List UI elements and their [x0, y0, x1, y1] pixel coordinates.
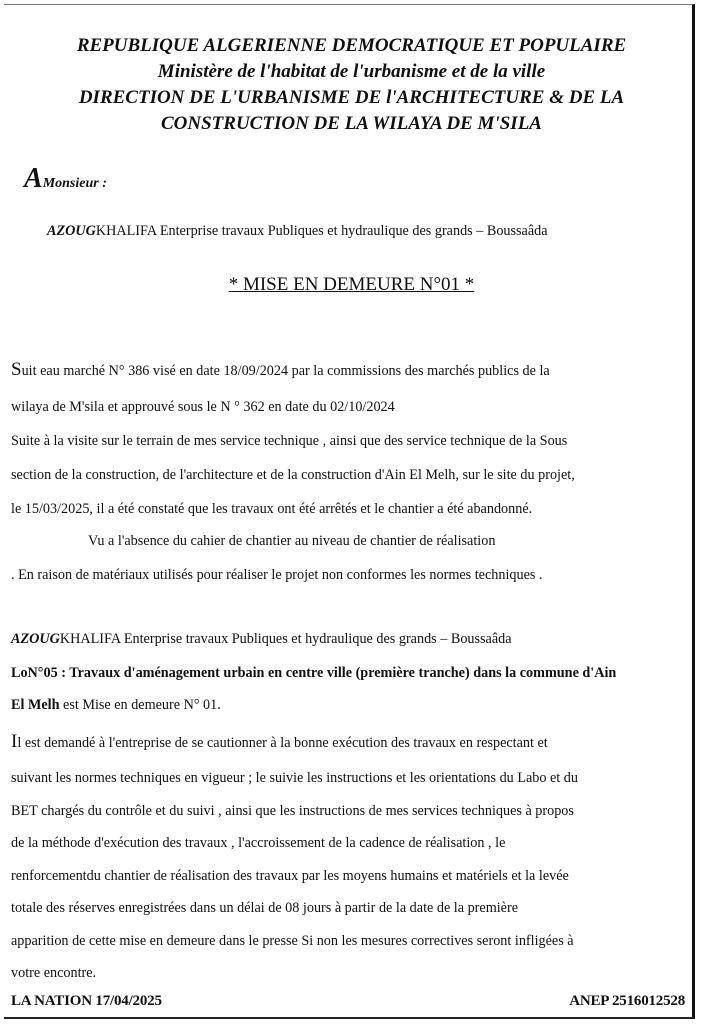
body-line: renforcementdu chantier de réalisation des travaux par les moyens humains et matériels et la levée [11, 868, 569, 884]
addressee-company: KHALIFA Enterprise travaux Publiques et hydraulique des grands – Boussaâda [95, 223, 548, 239]
body-text: l est demandé à l'entreprise de se cautionner à la bonne exécution des travaux en respectant et [17, 735, 548, 751]
contractor-company: KHALIFA Enterprise travaux Publiques et hydraulique des grands – Boussaâda [59, 631, 512, 647]
body-line: Suite à la visite sur le terrain de mes service technique , ainsi que des service technique de la Sous [11, 433, 568, 449]
body-text: uit eau marché N° 386 visé en date 18/09/2024 par la commissions des marchés publics de la [21, 363, 550, 379]
notice-title-text: * MISE EN DEMEURE N°01 * [228, 274, 475, 295]
addressee-line [47, 222, 548, 240]
drop-cap: I [11, 731, 18, 752]
lot-location: El Melh [11, 697, 60, 713]
salutation [24, 163, 107, 195]
addressee-name: AZOUG [47, 223, 96, 239]
body-line: suivant les normes techniques en vigueur ; le suivie les instructions et les orientations du Labo et du [11, 770, 578, 786]
header-direction: DIRECTION DE L'URBANISME DE l'ARCHITECTURE & DE LA [78, 87, 625, 108]
body-line: totale des réserves enregistrées dans un délai de 08 jours à partir de la date de la première [11, 900, 518, 916]
lot-line [11, 696, 221, 714]
header-wilaya: CONSTRUCTION DE LA WILAYA DE M'SILA [161, 113, 542, 134]
salutation-initial: A [24, 163, 43, 194]
body-line: le 15/03/2025, il a été constaté que les travaux ont été arrêtés et le chantier a été abandonné. [11, 501, 533, 517]
header-republic: REPUBLIQUE ALGERIENNE DEMOCRATIQUE ET POPULAIRE [76, 35, 627, 56]
anep-reference: ANEP 2516012528 [569, 993, 685, 1009]
contractor-name: AZOUG [11, 631, 60, 647]
body-line: BET chargés du contrôle et du suivi , ainsi que les instructions de mes services techniques à propos [11, 803, 574, 819]
drop-cap: S [11, 359, 22, 380]
salutation-text: Monsieur : [42, 176, 107, 191]
publication-source: LA NATION 17/04/2025 [11, 993, 162, 1009]
body-line: Vu a l'absence du cahier de chantier au niveau de chantier de réalisation [88, 533, 496, 549]
body-line: de la méthode d'exécution des travaux , l'accroissement de la cadence de réalisation , le [11, 835, 506, 851]
notice-title [0, 274, 703, 296]
body-line: section de la construction, de l'architecture et de la construction d'Ain El Melh, sur le site du projet, [11, 467, 575, 483]
body-line [11, 361, 550, 380]
body-line: votre encontre. [11, 965, 97, 981]
body-line: . En raison de matériaux utilisés pour réaliser le projet non conformes les normes techniques . [11, 567, 543, 583]
lot-status: est Mise en demeure N° 01. [59, 697, 221, 713]
header-ministry: Ministère de l'habitat de l'urbanisme et de la ville [157, 61, 546, 82]
lot-line: LoN°05 : Travaux d'aménagement urbain en centre ville (première tranche) dans la commune d'Ain [11, 665, 617, 681]
body-line: apparition de cette mise en demeure dans le presse Si non les mesures correctives seront infligées à [11, 933, 574, 949]
contractor-line [11, 630, 512, 648]
body-line [11, 733, 548, 752]
body-line: wilaya de M'sila et approuvé sous le N ° 362 en date du 02/10/2024 [11, 399, 395, 415]
